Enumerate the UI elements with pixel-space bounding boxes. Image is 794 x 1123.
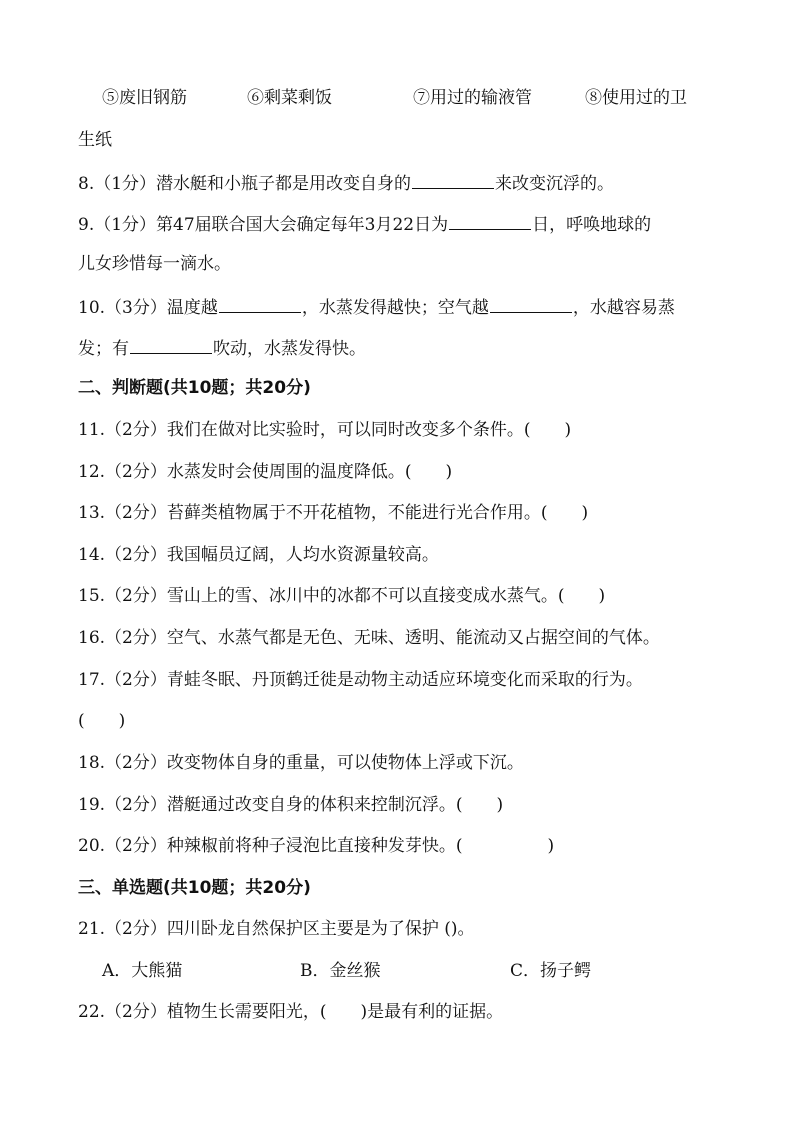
answer-blank[interactable] [490,294,572,313]
question-12: 12.（2分）水蒸发时会使周围的温度降低。( ) [78,462,453,482]
question-20: 20.（2分）种辣椒前将种子浸泡比直接种发芽快。( ) [78,836,555,856]
answer-blank[interactable] [412,170,494,189]
question-13: 13.（2分）苔藓类植物属于不开花植物，不能进行光合作用。( ) [78,503,589,523]
question-17-paren[interactable]: ( ) [78,711,126,731]
question-8-text: 8.（1分）潜水艇和小瓶子都是用改变自身的 [78,174,412,194]
question-18: 18.（2分）改变物体自身的重量，可以使物体上浮或下沉。 [78,753,524,773]
item-8: ⑧使用过的卫 [585,88,687,108]
question-8 [78,170,734,196]
question-10-line2-text-end: 吹动，水蒸发得快。 [213,339,366,359]
question-10-line2-text: 发；有 [78,339,129,359]
question-10 [78,294,734,320]
question-16: 16.（2分）空气、水蒸气都是无色、无味、透明、能流动又占据空间的气体。 [78,628,660,648]
question-10-text: 10.（3分）温度越 [78,298,218,318]
answer-blank[interactable] [130,335,212,354]
question-19: 19.（2分）潜艇通过改变自身的体积来控制沉浮。( ) [78,795,504,815]
option-c[interactable]: C．扬子鳄 [510,961,592,981]
answer-blank[interactable] [219,294,301,313]
question-15: 15.（2分）雪山上的雪、冰川中的冰都不可以直接变成水蒸气。( ) [78,586,606,606]
question-21: 21.（2分）四川卧龙自然保护区主要是为了保护 ()。 [78,919,475,939]
question-10-text-end: ，水越容易蒸 [572,298,675,318]
question-9-line2: 儿女珍惜每一滴水。 [78,254,231,274]
question-10-text-mid: ，水蒸发得越快；空气越 [301,298,489,318]
section-heading-judge: 二、判断题(共10题；共20分) [78,378,311,398]
option-b[interactable]: B．金丝猴 [300,961,381,981]
question-17: 17.（2分）青蛙冬眠、丹顶鹤迁徙是动物主动适应环境变化而采取的行为。 [78,670,643,690]
answer-blank[interactable] [449,211,531,230]
item-6: ⑥剩菜剩饭 [247,88,332,108]
item-8-continued: 生纸 [78,130,112,150]
question-14: 14.（2分）我国幅员辽阔，人均水资源量较高。 [78,545,439,565]
question-9-text: 9.（1分）第47届联合国大会确定每年3月22日为 [78,215,449,235]
question-10-line2 [78,335,734,361]
item-7: ⑦用过的输液管 [413,88,532,108]
item-5: ⑤废旧钢筋 [102,88,187,108]
question-9 [78,211,734,237]
section-heading-single-choice: 三、单选题(共10题；共20分) [78,878,311,898]
option-a[interactable]: A．大熊猫 [102,961,183,981]
question-8-text-end: 来改变沉浮的。 [495,174,615,194]
question-9-text-end: 日，呼唤地球的 [532,215,652,235]
question-22: 22.（2分）植物生长需要阳光，( )是最有利的证据。 [78,1002,504,1022]
question-11: 11.（2分）我们在做对比实验时，可以同时改变多个条件。( ) [78,420,572,440]
